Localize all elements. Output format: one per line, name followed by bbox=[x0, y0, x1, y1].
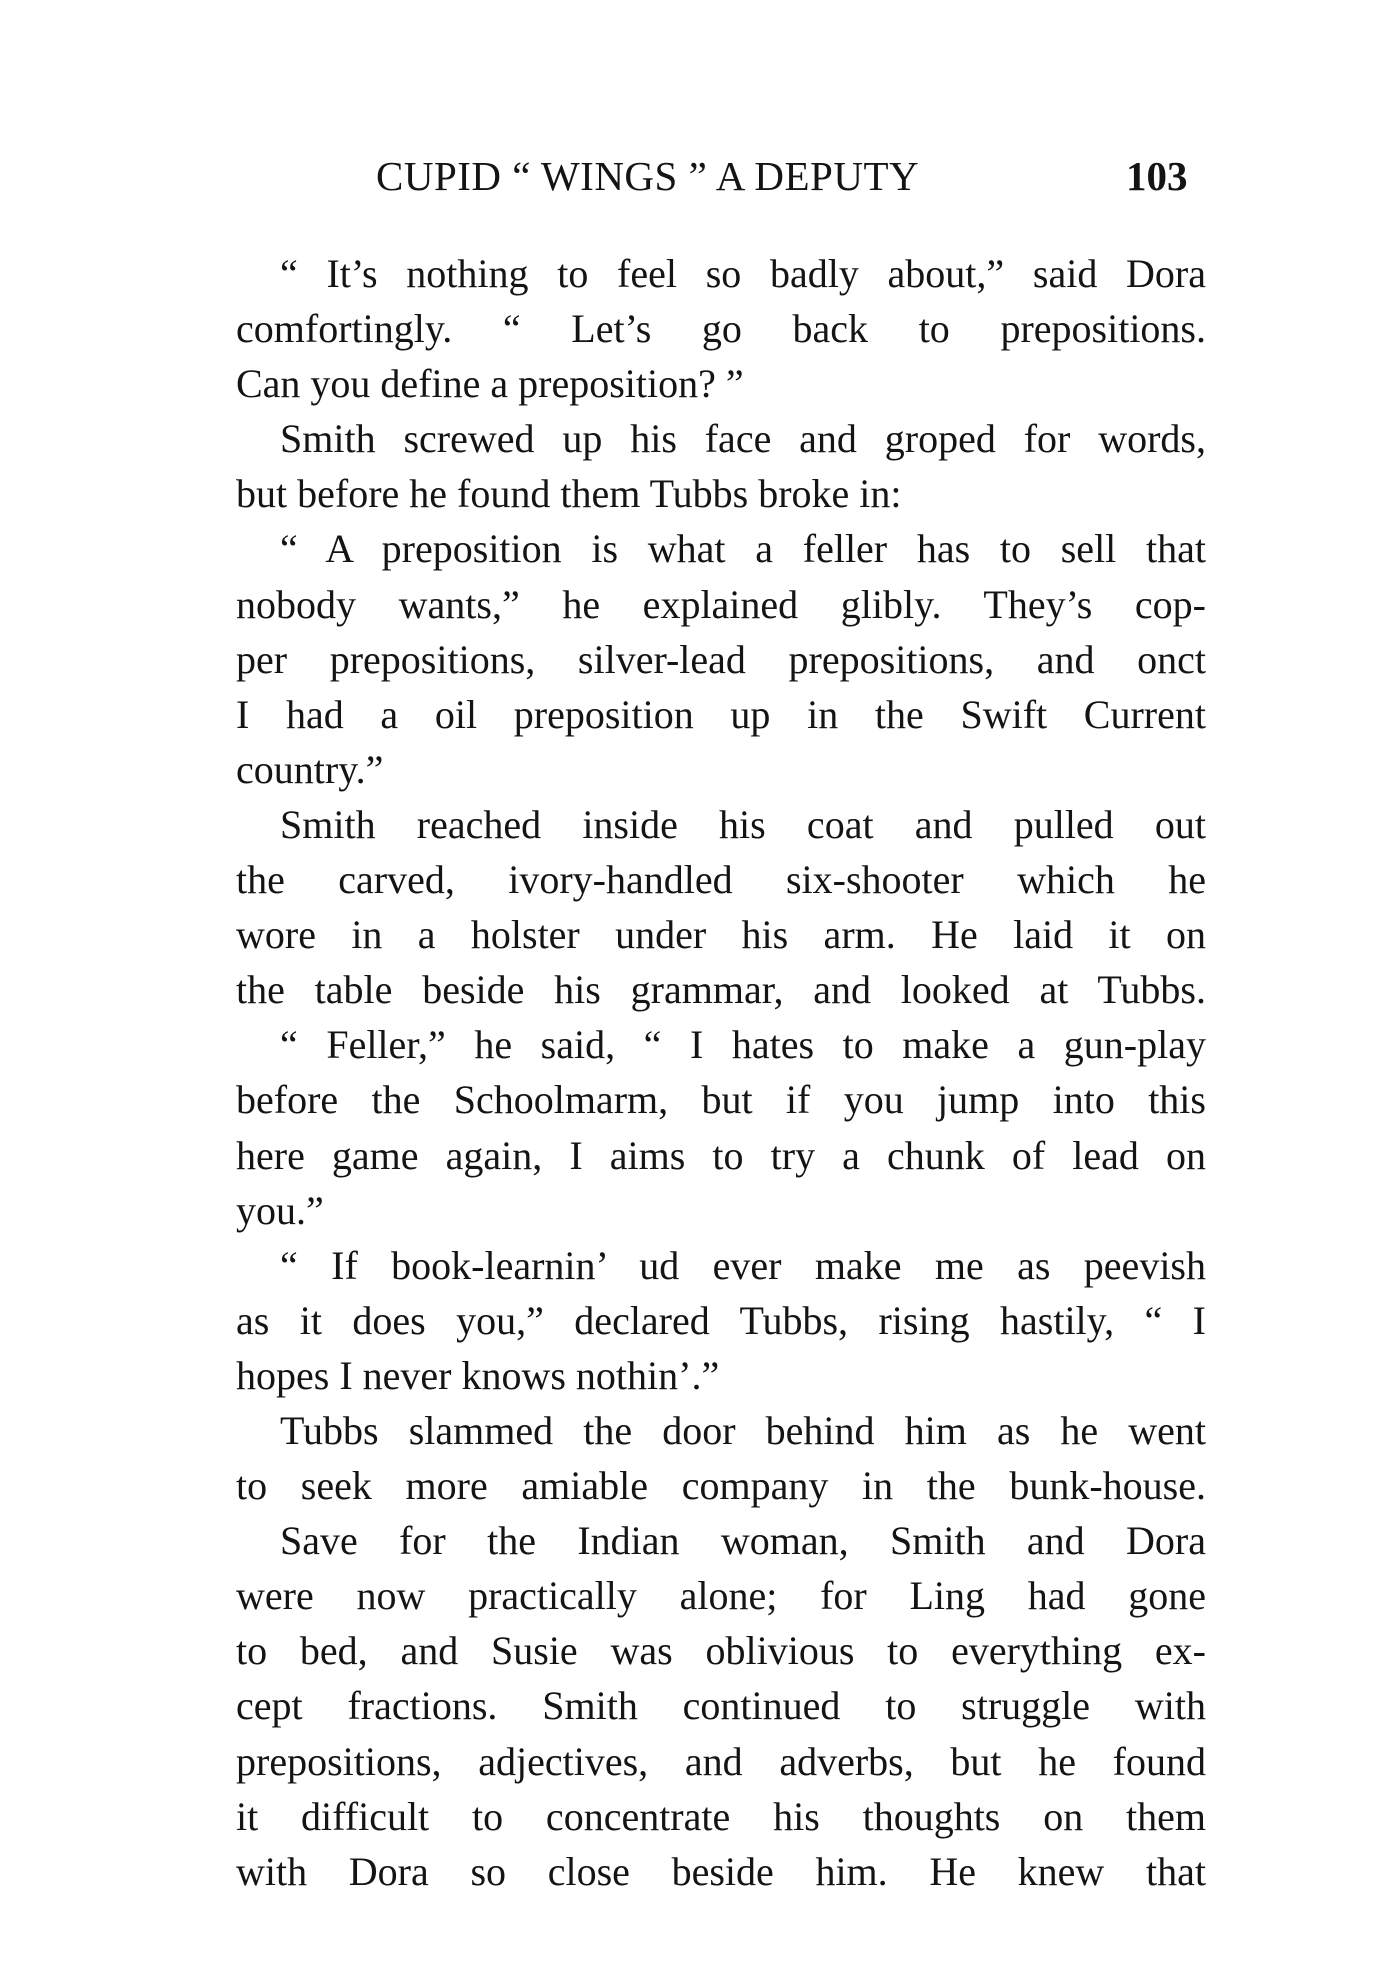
page-header bbox=[0, 152, 1400, 212]
text-line: per prepositions, silver-lead prepositions, and onct bbox=[236, 636, 1206, 682]
text-line: the carved, ivory-handled six-shooter which he bbox=[236, 857, 1206, 903]
page-number: 103 bbox=[1126, 153, 1188, 199]
running-title: CUPID “ WINGS ” A DEPUTY bbox=[376, 153, 920, 199]
body-text bbox=[236, 246, 1206, 1899]
text-line: prepositions, adjectives, and adverbs, but he found bbox=[236, 1738, 1206, 1784]
text-line: “ Feller,” he said, “ I hates to make a gun-play bbox=[280, 1022, 1206, 1068]
text-line: Smith reached inside his coat and pulled out bbox=[280, 801, 1206, 847]
text-line: to bed, and Susie was oblivious to everything ex- bbox=[236, 1628, 1206, 1674]
text-line: Smith screwed up his face and groped for words, bbox=[280, 416, 1206, 462]
text-line: Tubbs slammed the door behind him as he went bbox=[280, 1407, 1206, 1453]
text-line: were now practically alone; for Ling had gone bbox=[236, 1573, 1206, 1619]
text-line: Save for the Indian woman, Smith and Dora bbox=[280, 1518, 1206, 1564]
text-line: Can you define a preposition? ” bbox=[236, 361, 744, 407]
text-line: the table beside his grammar, and looked at Tubbs. bbox=[236, 967, 1206, 1013]
text-line: but before he found them Tubbs broke in: bbox=[236, 471, 902, 517]
text-line: here game again, I aims to try a chunk of lead on bbox=[236, 1132, 1206, 1178]
text-line: “ A preposition is what a feller has to sell that bbox=[280, 526, 1206, 572]
text-line: country.” bbox=[236, 746, 384, 792]
text-line: “ If book-learnin’ ud ever make me as peevish bbox=[280, 1242, 1206, 1288]
text-line: it difficult to concentrate his thoughts on them bbox=[236, 1793, 1206, 1839]
text-line: nobody wants,” he explained glibly. They’s cop- bbox=[236, 581, 1206, 627]
text-line: wore in a holster under his arm. He laid it on bbox=[236, 912, 1206, 958]
text-line: you.” bbox=[236, 1187, 324, 1233]
text-line: “ It’s nothing to feel so badly about,” said Dora bbox=[280, 251, 1206, 296]
text-line: I had a oil preposition up in the Swift Current bbox=[236, 691, 1206, 737]
text-line: as it does you,” declared Tubbs, rising hastily, “ I bbox=[236, 1297, 1206, 1343]
text-line: with Dora so close beside him. He knew that bbox=[236, 1848, 1206, 1894]
text-line: to seek more amiable company in the bunk-house. bbox=[236, 1463, 1206, 1509]
text-line: comfortingly. “ Let’s go back to prepositions. bbox=[236, 306, 1206, 352]
text-line: before the Schoolmarm, but if you jump into this bbox=[236, 1077, 1206, 1123]
text-line: hopes I never knows nothin’.” bbox=[236, 1352, 720, 1398]
text-line: cept fractions. Smith continued to struggle with bbox=[236, 1683, 1206, 1729]
